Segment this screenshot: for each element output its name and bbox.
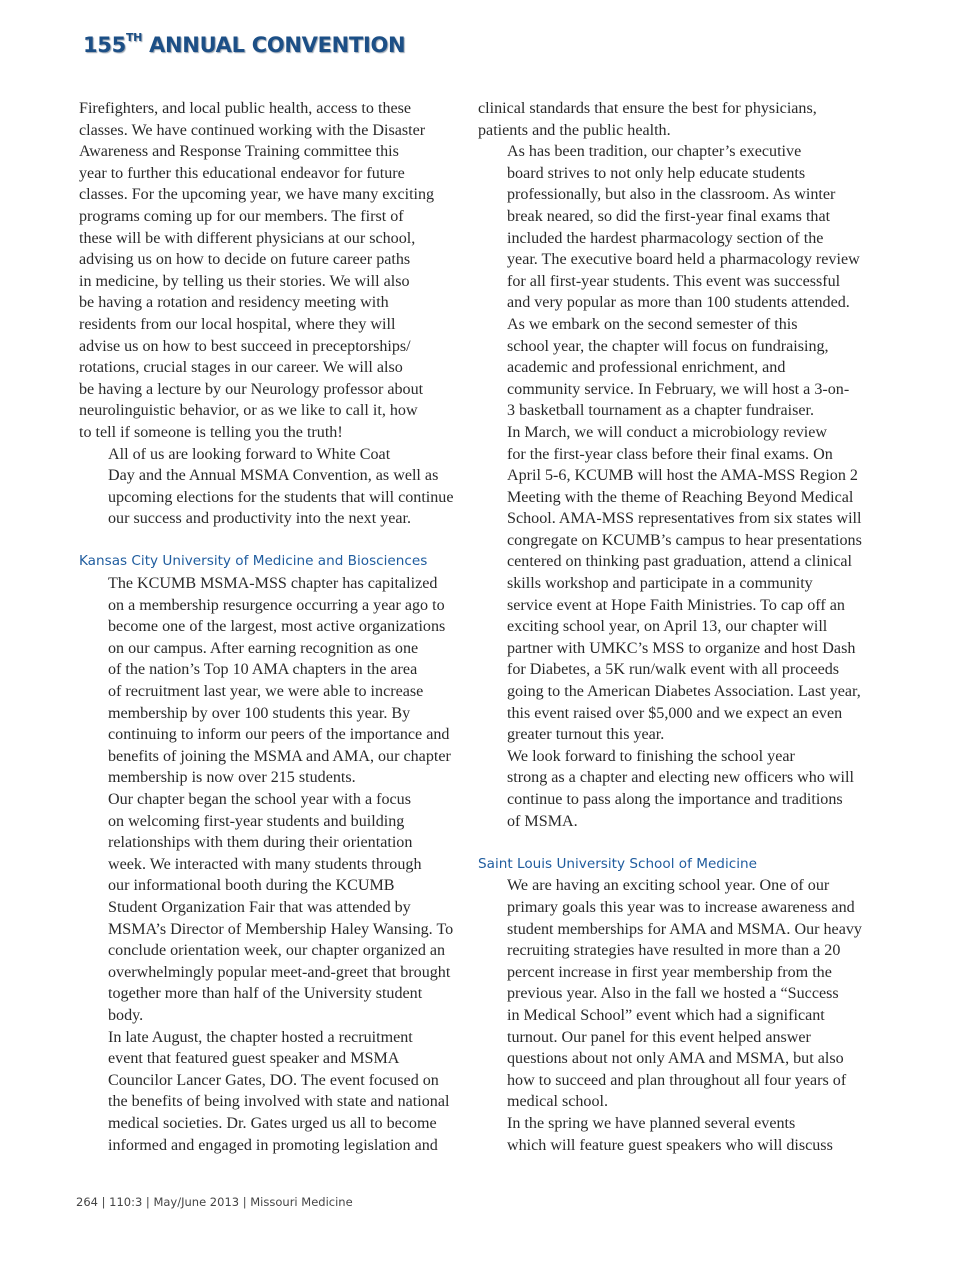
text-line: membership is now over 215 students. — [108, 769, 356, 787]
text-line: partner with UMKC’s MSS to organize and host Dash — [507, 639, 856, 657]
text-line: on a membership resurgence occurring a year ago to — [108, 596, 445, 614]
text-line: student memberships for AMA and MSMA. Our heavy — [507, 920, 862, 938]
text-line: in Medical School” event which had a significant — [507, 1006, 825, 1024]
text-line: clinical standards that ensure the best for physicians, — [478, 100, 817, 117]
text-line: recruiting strategies have resulted in more than a 20 — [507, 942, 841, 960]
text-line: Meeting with the theme of Reaching Beyond Medical — [507, 488, 854, 506]
text-line: be having a lecture by our Neurology professor about — [79, 380, 424, 398]
text-line: medical school. — [507, 1093, 609, 1111]
text-line: upcoming elections for the students that will continue — [108, 488, 454, 506]
text-line: Student Organization Fair that was attended by — [108, 898, 411, 916]
text-line: in medicine, by telling us their stories. We will also — [79, 272, 410, 290]
section-heading-slu: Saint Louis University School of Medicine — [478, 855, 757, 872]
text-line: patients and the public health. — [478, 121, 671, 139]
text-line: neurolinguistic behavior, or as we like to call it, how — [79, 402, 418, 420]
text-line: MSMA’s Director of Membership Haley Wansing. To — [108, 920, 454, 938]
text-line: which will feature guest speakers who will discuss — [507, 1136, 833, 1154]
text-line: together more than half of the University student — [108, 985, 423, 1003]
paragraph — [478, 1113, 863, 1156]
text-line: for the first-year class before their final exams. On — [507, 445, 833, 463]
text-line: community service. In February, we will host a 3-on- — [507, 380, 850, 398]
text-line: School. AMA-MSS representatives from six states will — [507, 510, 862, 528]
text-line: In the spring we have planned several events — [507, 1114, 796, 1132]
text-line: this event raised over $5,000 and we expect an even — [507, 704, 843, 722]
text-line: exciting school year, on April 13, our chapter will — [507, 618, 828, 636]
paragraph — [79, 1027, 462, 1157]
paragraph — [79, 789, 462, 1027]
paragraph — [79, 573, 462, 789]
text-line: As we embark on the second semester of this — [507, 315, 798, 333]
text-line: for all first-year students. This event was successful — [507, 272, 841, 290]
text-line: As has been tradition, our chapter’s executive — [507, 143, 802, 161]
text-line: medical societies. Dr. Gates urged us all to become — [108, 1114, 437, 1132]
text-line: We are having an exciting school year. One of our — [507, 877, 830, 895]
left-column — [79, 98, 462, 1156]
text-line: the benefits of being involved with state and national — [108, 1093, 450, 1111]
text-line: classes. For the upcoming year, we have many exciting — [79, 186, 435, 204]
text-line: Councilor Lancer Gates, DO. The event focused on — [108, 1071, 439, 1089]
paragraph — [478, 875, 863, 1113]
text-line: to tell if someone is telling you the truth! — [79, 423, 343, 441]
text-line: included the hardest pharmacology section of the — [507, 229, 824, 247]
text-line: of the nation’s Top 10 AMA chapters in the area — [108, 661, 418, 679]
text-line: continue to pass along the importance and traditions — [507, 791, 843, 808]
text-line: In March, we will conduct a microbiology review — [507, 423, 827, 441]
text-line: previous year. Also in the fall we hosted a “Success — [507, 985, 839, 1003]
text-line: Firefighters, and local public health, access to these — [79, 100, 412, 117]
text-line: programs coming up for our members. The first of — [79, 207, 404, 225]
page-footer: 264 | 110:3 | May/June 2013 | Missouri Medicine — [76, 1195, 353, 1209]
text-line: 3 basketball tournament as a chapter fundraiser. — [507, 402, 815, 420]
text-line: questions about not only AMA and MSMA, but also — [507, 1050, 844, 1068]
right-column — [478, 98, 863, 1156]
section-heading-kcumb: Kansas City University of Medicine and Biosciences — [79, 553, 428, 570]
header-number: 155 — [83, 33, 126, 57]
text-line: how to succeed and plan throughout all four years of — [507, 1071, 847, 1089]
text-line: academic and professional enrichment, and — [507, 359, 786, 377]
text-line: advise us on how to best succeed in preceptorships/ — [79, 337, 411, 355]
paragraph — [79, 98, 462, 444]
text-line: event that featured guest speaker and MSMA — [108, 1050, 400, 1068]
text-line: All of us are looking forward to White Coat — [108, 445, 391, 463]
text-line: membership by over 100 students this year. By — [108, 704, 411, 722]
text-line: benefits of joining the MSMA and AMA, our chapter — [108, 747, 451, 765]
text-line: Awareness and Response Training committee this — [79, 143, 399, 161]
text-line: of recruitment last year, we were able to increase — [108, 683, 424, 701]
text-line: on our campus. After earning recognition as one — [108, 639, 419, 657]
text-line: continuing to inform our peers of the importance and — [108, 726, 450, 744]
text-line: primary goals this year was to increase awareness and — [507, 898, 855, 916]
text-line: service event at Hope Faith Ministries. To cap off an — [507, 596, 845, 614]
text-line: centered on thinking past graduation, attend a clinical — [507, 553, 853, 571]
text-line: for Diabetes, a 5K run/walk event with all proceeds — [507, 661, 840, 679]
text-line: going to the American Diabetes Association. Last year, — [507, 683, 861, 701]
text-line: of MSMA. — [507, 812, 578, 830]
text-line: school year, the chapter will focus on fundraising, — [507, 337, 829, 355]
text-line: We look forward to finishing the school year — [507, 747, 795, 765]
text-line: our informational booth during the KCUMB — [108, 877, 395, 895]
text-line: In late August, the chapter hosted a recruitment — [108, 1028, 413, 1046]
text-line: turnout. Our panel for this event helped answer — [507, 1028, 811, 1046]
paragraph — [478, 141, 863, 314]
header-ordinal: TH — [125, 31, 143, 44]
text-line: these will be with different physicians at our school, — [79, 229, 416, 247]
text-line: body. — [108, 1006, 144, 1024]
text-line: become one of the largest, most active organizations — [108, 618, 446, 636]
text-line: strong as a chapter and electing new officers who will — [507, 769, 854, 787]
text-line: percent increase in first year membership from the — [507, 963, 832, 981]
text-line: Day and the Annual MSMA Convention, as well as — [108, 467, 439, 485]
text-line: Our chapter began the school year with a focus — [108, 791, 411, 808]
text-line: April 5-6, KCUMB will host the AMA-MSS Region 2 — [507, 467, 858, 485]
text-line: board strives to not only help educate students — [507, 164, 806, 182]
text-line: informed and engaged in promoting legislation and — [108, 1136, 438, 1154]
paragraph — [478, 314, 863, 746]
text-line: conclude orientation week, our chapter organized an — [108, 942, 446, 960]
text-line: our success and productivity into the next year. — [108, 510, 412, 528]
text-line: on welcoming first-year students and building — [108, 812, 405, 830]
text-line: week. We interacted with many students through — [108, 855, 422, 873]
paragraph — [478, 98, 863, 141]
paragraph — [478, 746, 863, 832]
text-line: and very popular as more than 100 students attended. — [507, 294, 850, 312]
text-line: rotations, crucial stages in our career. We will also — [79, 359, 403, 377]
text-line: be having a rotation and residency meeting with — [79, 294, 389, 312]
text-line: year to further this educational endeavor for future — [79, 164, 405, 182]
convention-header — [83, 33, 405, 57]
text-line: professionally, but also in the classroom. As winter — [507, 186, 836, 204]
text-line: year. The executive board held a pharmacology review — [507, 251, 860, 269]
text-line: relationships with them during their orientation — [108, 834, 413, 852]
text-line: overwhelmingly popular meet-and-greet that brought — [108, 963, 451, 981]
text-line: greater turnout this year. — [507, 726, 665, 744]
text-line: break neared, so did the first-year final exams that — [507, 207, 831, 225]
text-line: residents from our local hospital, where they will — [79, 315, 396, 333]
header-title: ANNUAL CONVENTION — [142, 33, 406, 57]
text-line: classes. We have continued working with the Disaster — [79, 121, 426, 139]
text-line: The KCUMB MSMA-MSS chapter has capitalized — [108, 575, 438, 593]
text-line: advising us on how to decide on future career paths — [79, 251, 411, 269]
text-line: congregate on KCUMB’s campus to hear presentations — [507, 531, 862, 549]
paragraph — [79, 444, 462, 530]
text-line: skills workshop and participate in a community — [507, 575, 813, 593]
